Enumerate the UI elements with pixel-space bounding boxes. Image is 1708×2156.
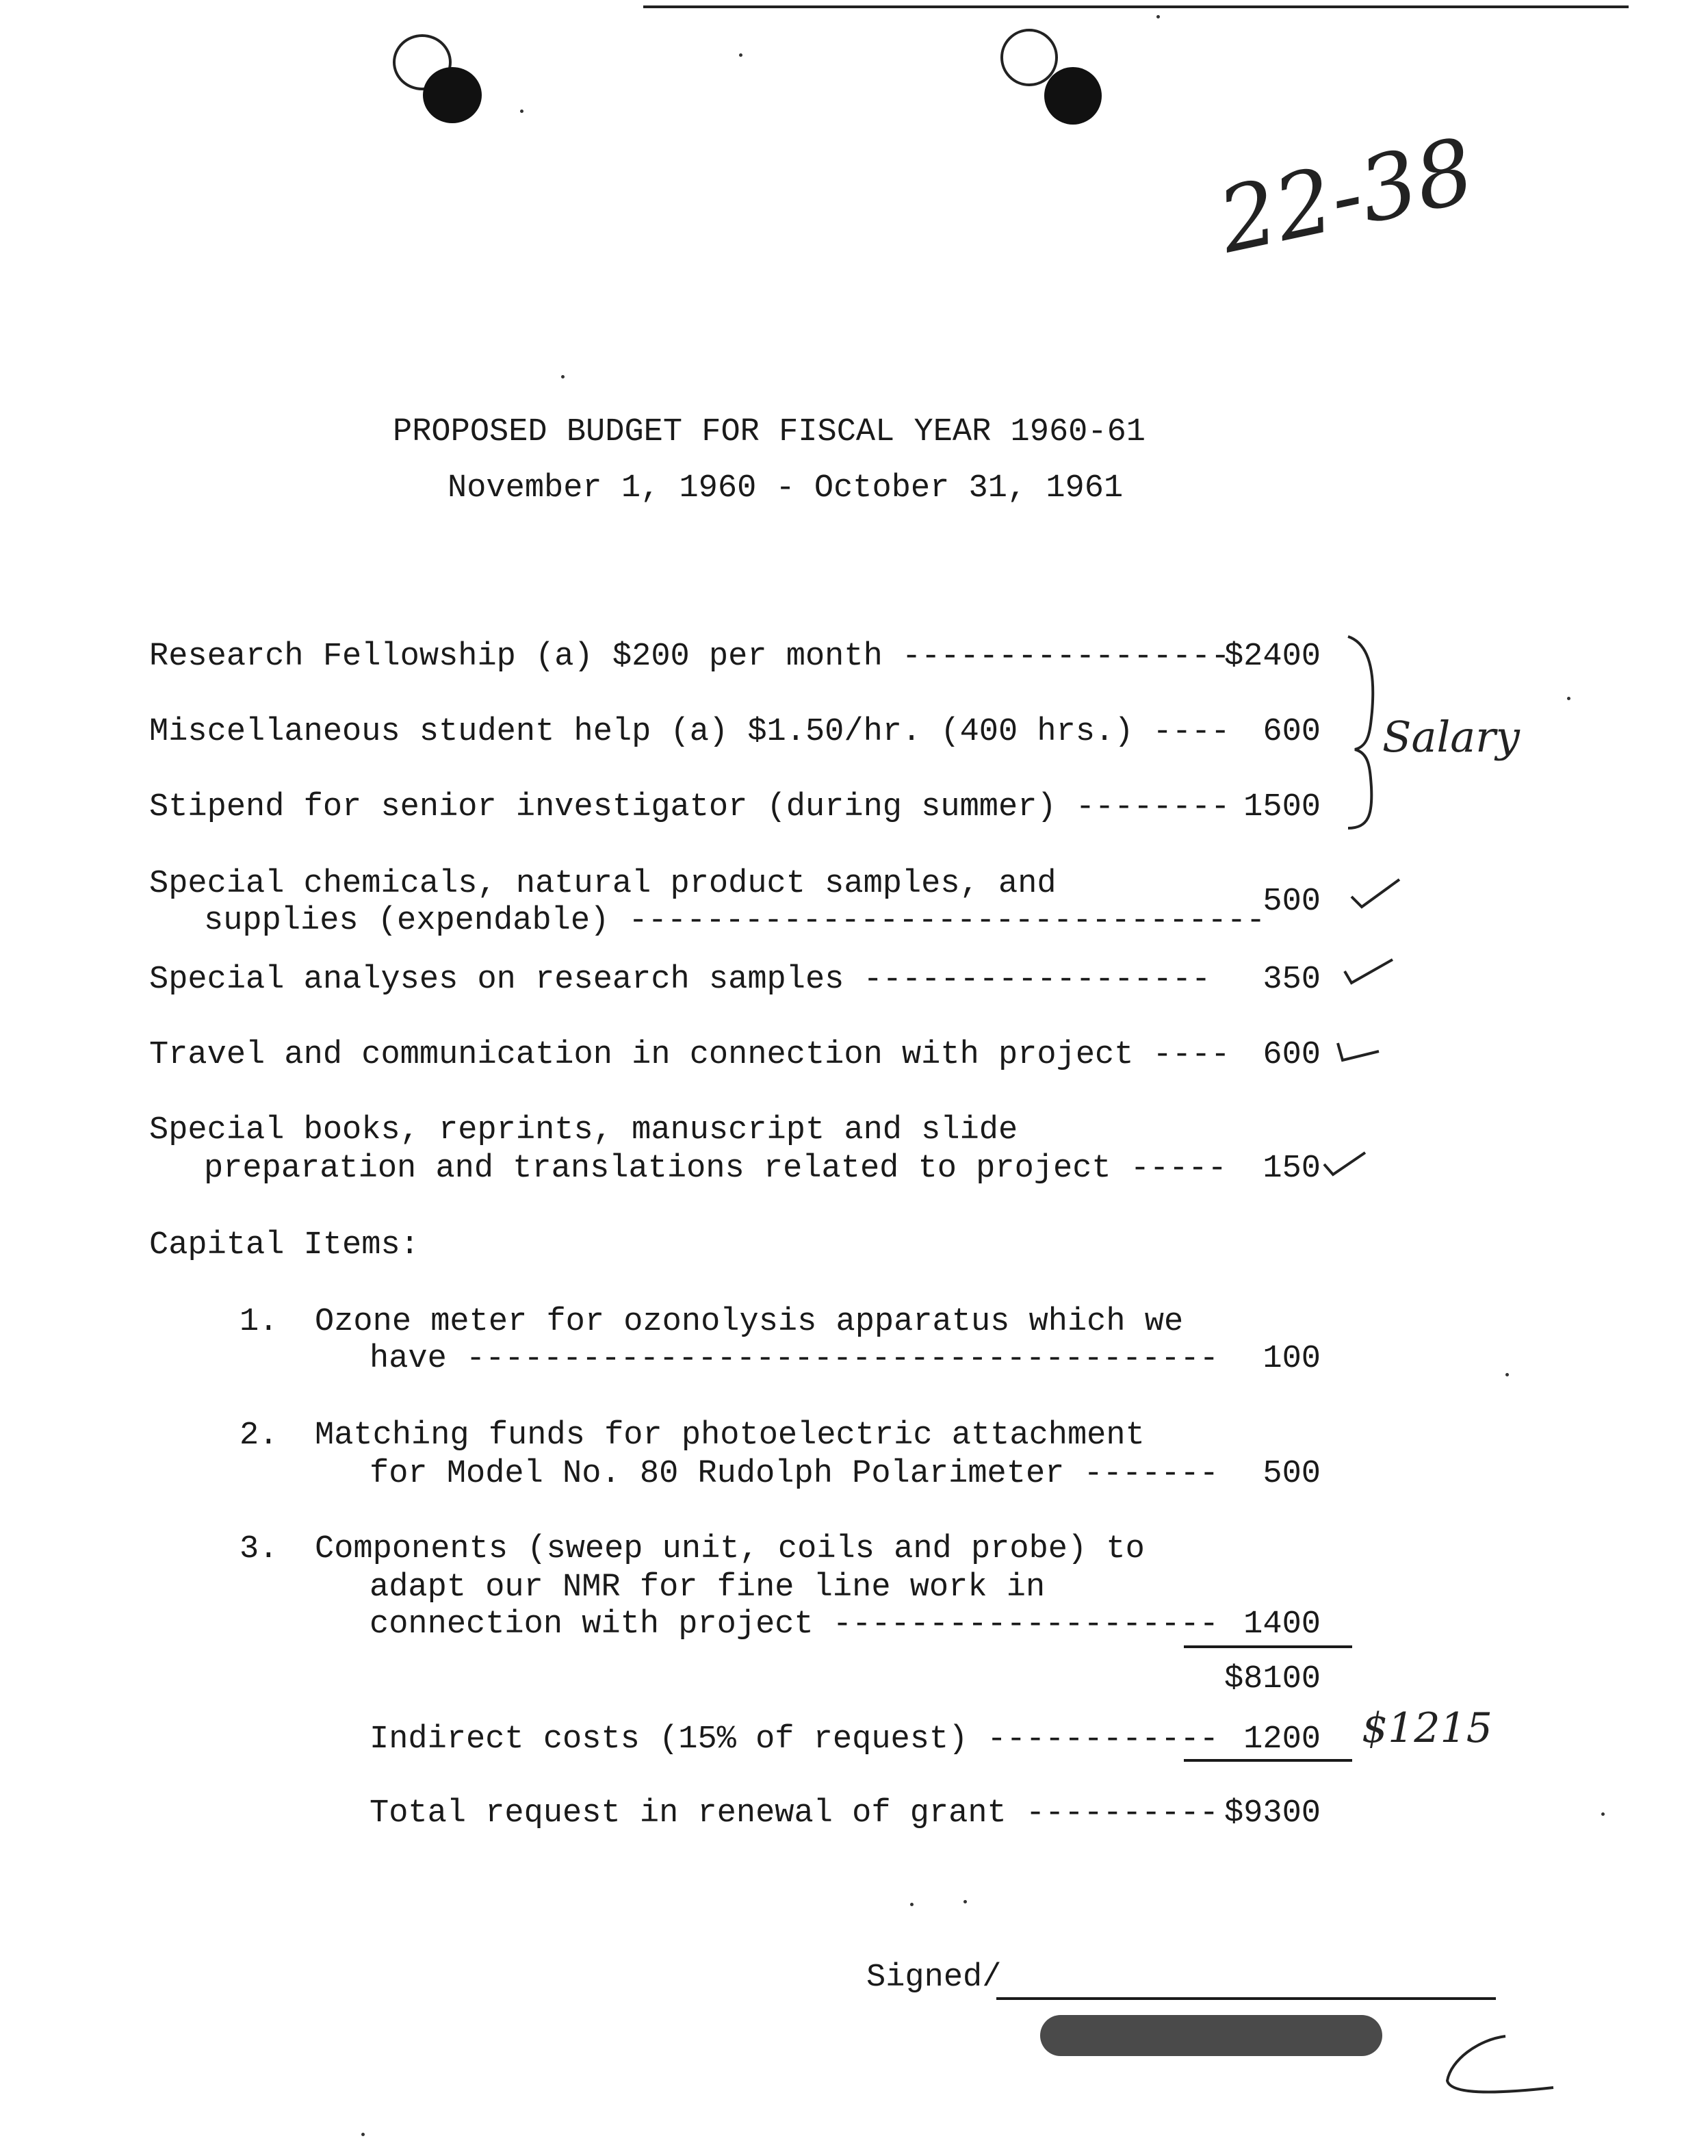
capital-item-amount: 100 [1263, 1341, 1321, 1377]
subtotal-amount: $8100 [1224, 1661, 1321, 1697]
item-label: Travel and communication in connection with project ---- [149, 1037, 1230, 1073]
capital-item-number: 2. [240, 1417, 279, 1454]
capital-item-label: Components (sweep unit, coils and probe) to [315, 1531, 1145, 1567]
item-amount: $2400 [1224, 639, 1321, 675]
item-label: Stipend for senior investigator (during summer) -------- [149, 789, 1230, 825]
total-label: Total request in renewal of grant ---------- [370, 1795, 1219, 1832]
page-title: PROPOSED BUDGET FOR FISCAL YEAR 1960-61 [393, 414, 1146, 450]
capital-item-label: Ozone meter for ozonolysis apparatus which we [315, 1304, 1184, 1340]
scan-speck [1601, 1812, 1605, 1816]
item-amount: 150 [1263, 1151, 1321, 1187]
scan-speck [1567, 697, 1570, 700]
scan-speck [739, 53, 742, 57]
scan-speck [910, 1903, 914, 1906]
item-label: Special books, reprints, manuscript and slide [149, 1112, 1018, 1148]
scan-speck [520, 110, 523, 113]
capital-item-number: 1. [240, 1304, 279, 1340]
page-subtitle: November 1, 1960 - October 31, 1961 [448, 470, 1124, 506]
item-label: Special chemicals, natural product samples, and [149, 866, 1057, 902]
scan-speck [1156, 15, 1160, 18]
item-label: Research Fellowship (a) $200 per month ----------------- [149, 639, 1230, 675]
redacted-signature [1040, 2015, 1382, 2056]
capital-item-label: have --------------------------------------- [370, 1341, 1219, 1377]
item-amount: 1500 [1243, 789, 1321, 825]
handwritten-indirect-note: $1215 [1362, 1704, 1492, 1752]
scan-speck [361, 2133, 365, 2136]
total-amount: $9300 [1224, 1795, 1321, 1832]
capital-items-heading: Capital Items: [149, 1227, 419, 1263]
capital-item-label: connection with project -------------------- [370, 1606, 1219, 1643]
checkmark-icon [1334, 1036, 1382, 1070]
item-amount: 600 [1263, 714, 1321, 750]
checkmark-icon [1321, 1147, 1369, 1181]
punch-hole-right-outline [1000, 29, 1058, 86]
item-label: Special analyses on research samples ------------------ [149, 962, 1211, 998]
capital-item-label: Matching funds for photoelectric attachment [315, 1417, 1145, 1454]
indirect-costs-label: Indirect costs (15% of request) ------------ [370, 1721, 1219, 1758]
checkmark-icon [1341, 954, 1396, 995]
capital-item-label: for Model No. 80 Rudolph Polarimeter ------- [370, 1456, 1219, 1492]
item-amount: 500 [1263, 884, 1321, 920]
scan-edge-line [643, 5, 1629, 8]
handwritten-salary-note: Salary [1382, 712, 1520, 762]
item-amount: 600 [1263, 1037, 1321, 1073]
capital-item-label: adapt our NMR for fine line work in [370, 1569, 1046, 1606]
punch-hole-right [1044, 67, 1102, 125]
indirect-underline [1184, 1759, 1352, 1762]
signed-label: Signed/ [866, 1960, 1002, 1996]
handwritten-file-number: 22-38 [1210, 118, 1483, 274]
capital-item-amount: 500 [1263, 1456, 1321, 1492]
capital-item-number: 3. [240, 1531, 279, 1567]
item-label: preparation and translations related to project ----- [204, 1151, 1227, 1187]
handwritten-initial [1437, 2026, 1560, 2101]
signature-line [996, 1997, 1496, 2000]
capital-item-amount: 1400 [1243, 1606, 1321, 1643]
item-label: Miscellaneous student help (a) $1.50/hr. (400 hrs.) ---- [149, 714, 1230, 750]
scan-speck [963, 1900, 967, 1903]
indirect-costs-amount: 1200 [1243, 1721, 1321, 1758]
subtotal-underline [1184, 1645, 1352, 1648]
scan-speck [561, 375, 565, 378]
item-amount: 350 [1263, 962, 1321, 998]
punch-hole-left [423, 67, 482, 123]
item-label: supplies (expendable) --------------------------------- [204, 903, 1266, 939]
scan-speck [1505, 1373, 1509, 1376]
checkmark-icon [1348, 876, 1403, 917]
